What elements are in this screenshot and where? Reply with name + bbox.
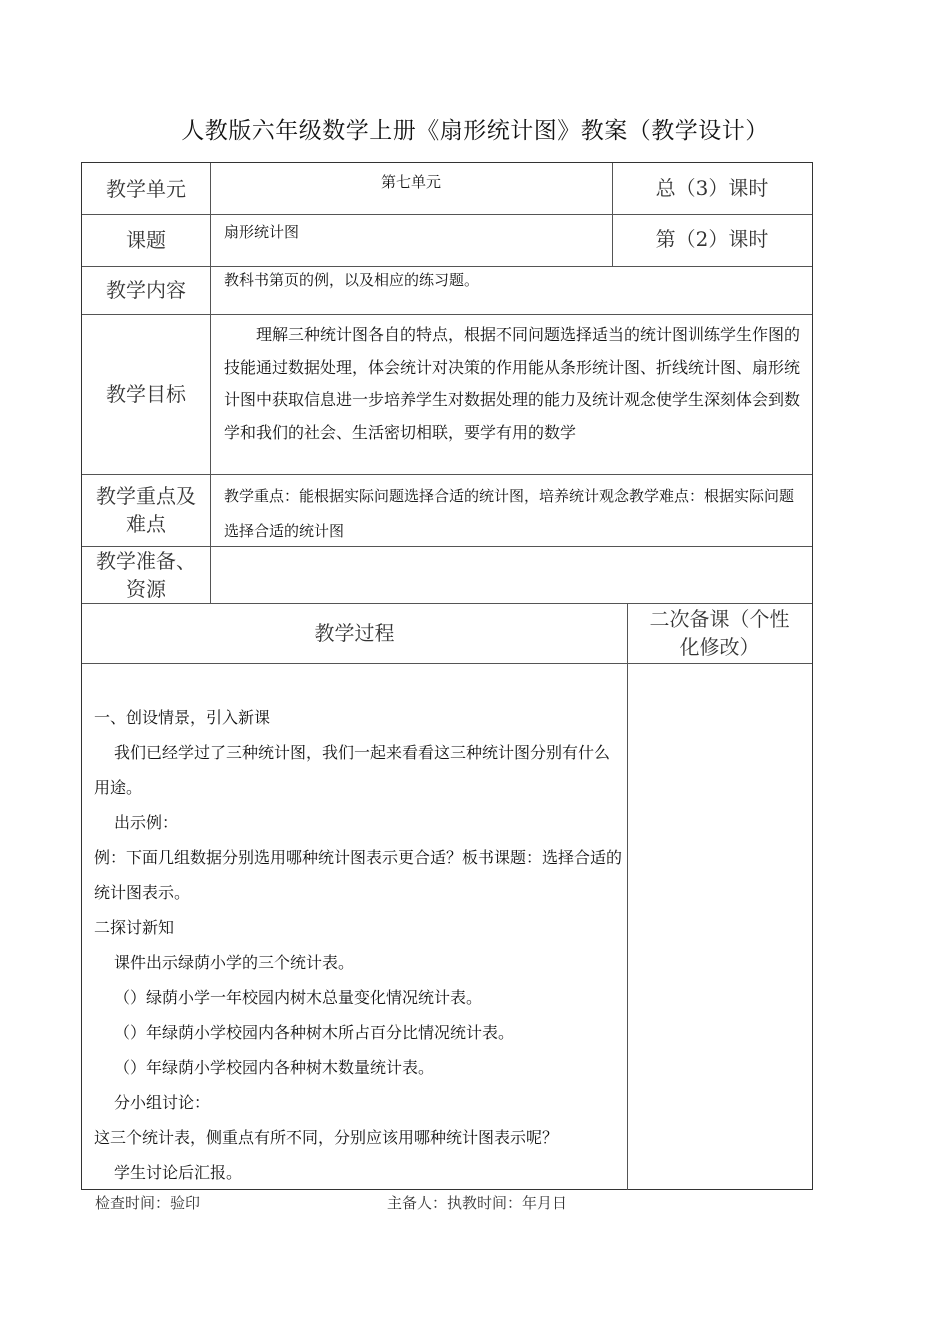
key-points-label-line1: 教学重点及 — [96, 484, 196, 508]
period-number: 第（2）课时 — [655, 226, 769, 251]
process-content — [94, 700, 622, 1190]
revision-header — [627, 603, 812, 663]
goals-label: 教学目标 — [106, 382, 186, 406]
document-title: 人教版六年级数学上册《扇形统计图》教案（教学设计） — [181, 118, 769, 144]
footer-preparer: 主备人：执教时间：年月日 — [387, 1194, 568, 1212]
revision-header-line1: 二次备课（个性 — [649, 607, 790, 631]
process-line: 我们已经学过了三种统计图，我们一起来看看这三种统计图分别有什么用途。 — [94, 743, 611, 797]
process-line: 二探讨新知 — [94, 918, 175, 937]
topic-label: 课题 — [126, 228, 166, 252]
footer-check-time: 检查时间：验印 — [95, 1194, 201, 1212]
prep-label-line1: 教学准备、 — [96, 548, 196, 573]
unit-label: 教学单元 — [106, 176, 186, 201]
process-line: 出示例： — [114, 813, 179, 832]
process-line: 一、创设情景，引入新课 — [94, 708, 271, 727]
content-value: 教科书第页的例，以及相应的练习题。 — [224, 271, 480, 289]
revision-header-line2: 化修改） — [679, 635, 760, 659]
key-points-label — [82, 474, 210, 546]
process-line: 这三个统计表，侧重点有所不同，分别应该用哪种统计图表示呢？ — [94, 1128, 559, 1147]
prep-label-line2: 资源 — [126, 576, 166, 601]
topic-value: 扇形统计图 — [224, 223, 300, 241]
lesson-plan-table — [81, 162, 813, 1190]
process-line: （）绿荫小学一年校园内树木总量变化情况统计表。 — [114, 988, 483, 1007]
process-line: 例：下面几组数据分别选用哪种统计图表示更合适？板书课题：选择合适的统计图表示。 — [94, 848, 623, 902]
goals-value: 理解三种统计图各自的特点，根据不同问题选择适当的统计图训练学生作图的技能通过数据处理，体会统计对决策的作用能从条形统计图、折线统计图、扇形统计图中获取信息进一步培养学生对数据处理的能力及统计观念使学生深刻体会到数学和我们的社会、生活密切相联，要学有用的数学 — [224, 325, 801, 442]
row-divider — [82, 663, 812, 664]
column-divider — [627, 603, 628, 1190]
process-line: 学生讨论后汇报。 — [114, 1163, 243, 1182]
key-points-label-line2: 难点 — [126, 512, 166, 536]
key-points-value: 教学重点：能根据实际问题选择合适的统计图，培养统计观念教学难点：根据实际问题选择合适的统计图 — [224, 487, 795, 540]
content-label: 教学内容 — [106, 278, 186, 302]
total-periods: 总（3）课时 — [655, 175, 769, 200]
process-line: 分小组讨论： — [114, 1093, 211, 1112]
process-line: （）年绿荫小学校园内各种树木所占百分比情况统计表。 — [114, 1023, 515, 1042]
process-header: 教学过程 — [314, 621, 395, 645]
column-divider — [210, 163, 211, 603]
prep-label — [82, 546, 210, 603]
process-line: 课件出示绿荫小学的三个统计表。 — [114, 953, 355, 972]
process-line: （）年绿荫小学校园内各种树木数量统计表。 — [114, 1058, 435, 1077]
unit-value: 第七单元 — [380, 173, 441, 191]
